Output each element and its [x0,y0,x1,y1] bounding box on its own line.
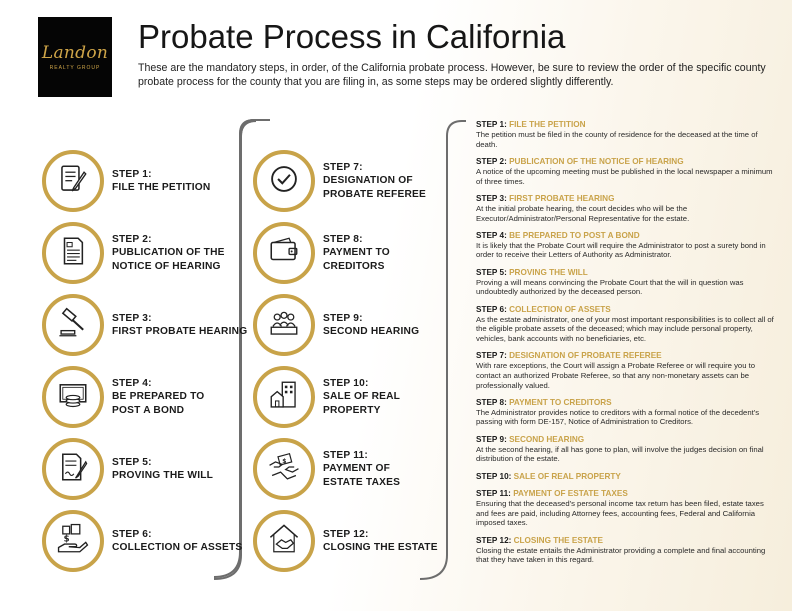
step-detail-number: STEP 8: [476,397,507,407]
step-detail-10 [476,472,776,482]
step-detail-body: At the second hearing, if all has gone to plan, will involve the judges decision on final distribution of the estate. [476,444,764,464]
checkmark-circle-icon [267,162,301,201]
step-label-line2: CLOSING THE ESTATE [323,542,438,553]
step-label [112,168,211,195]
step-label-line3: PROBATE REFEREE [323,188,426,200]
step-detail-name: PROVING THE WILL [509,267,588,277]
step-label-line1: STEP 4: [112,377,152,389]
step-detail-4 [476,231,776,260]
step-detail-body: The petition must be filed in the county of residence for the deceased at the time of death. [476,130,758,149]
money-exchange-icon [267,450,301,489]
step-label [112,528,242,555]
step-label [112,233,225,274]
step-detail-heading [476,157,776,167]
step-detail-5 [476,268,776,297]
step-detail-body: With rare exceptions, the Court will assign a Probate Referee or will require you to contact an authorized Probate Referee, so that any non-monetary assets can be professionally valued. [476,361,756,390]
step-label-line2: COLLECTION OF ASSETS [112,542,243,553]
step-label-line1: STEP 12: [323,528,369,540]
step-detail-name: CLOSING THE ESTATE [513,535,603,545]
step-detail-name: FILE THE PETITION [509,120,586,129]
meeting-icon [267,306,301,345]
step-label [323,233,390,274]
step-detail-heading [476,351,776,361]
step-detail-body: As the estate administrator, one of your most important responsibilities is to collect all of the eligible probate assets of the deceased; which may include personal property, vehicles, bank accounts with no beneficiaries, etc. [476,314,774,343]
step-icon-circle [42,366,104,428]
step-item-11 [253,438,400,500]
step-label-line1: STEP 11: [323,449,369,461]
step-label [112,456,213,483]
step-detail-name: PUBLICATION OF THE NOTICE OF HEARING [509,156,684,166]
step-details-list [476,120,776,573]
step-detail-heading [476,268,776,278]
step-label [112,312,247,339]
step-label [323,161,426,202]
step-icon-circle [253,366,315,428]
step-item-1 [42,150,211,212]
step-item-3 [42,294,247,356]
step-icon-circle [42,294,104,356]
step-detail-number: STEP 11: [476,489,511,499]
svg-text:$: $ [63,534,70,545]
step-label-line1: STEP 2: [112,233,152,245]
step-label-line1: STEP 3: [112,312,152,324]
step-label-line2: PAYMENT OF [323,463,391,475]
step-label-line2: FILE THE PETITION [112,182,211,193]
step-detail-number: STEP 12: [476,535,512,545]
step-label [112,377,204,418]
step-label-line1: STEP 9: [323,312,363,324]
step-detail-number: STEP 4: [476,230,507,240]
step-item-4 [42,366,204,428]
step-detail-name: DESIGNATION OF PROBATE REFEREE [509,351,662,361]
step-label-line1: STEP 1: [112,168,152,180]
step-label-line2: SALE OF REAL [323,391,401,403]
step-label-line2: DESIGNATION OF [323,175,413,187]
step-label-line3: CREDITORS [323,260,385,272]
step-detail-heading [476,472,776,482]
step-detail-1 [476,120,776,149]
intro-text: These are the mandatory steps, in order, of the California probate process. However, be sure to review the order of the specific county probate process for the county that you are filing in, as some steps may be ordered slightly differently. [138,62,766,88]
step-detail-number: STEP 10: [476,471,512,481]
step-detail-3 [476,194,776,223]
step-item-5 [42,438,213,500]
step-label-line2: PROVING THE WILL [112,470,214,481]
step-icon-circle [253,150,315,212]
step-icon-circle [253,222,315,284]
step-item-9 [253,294,419,356]
document-pen-icon [56,162,90,201]
step-detail-number: STEP 5: [476,267,507,277]
step-icon-circle [42,438,104,500]
logo-subtitle: REALTY GROUP [49,65,101,71]
page-title: Probate Process in California [138,18,566,55]
step-label-line1: STEP 8: [323,233,363,245]
step-label-line2: BE PREPARED TO [112,391,205,403]
step-detail-9 [476,435,776,464]
notice-document-icon [56,234,90,273]
step-label-line2: FIRST PROBATE HEARING [112,326,248,337]
step-item-10 [253,366,400,428]
handshake-house-icon [267,522,301,561]
step-label [323,449,400,490]
step-item-7 [253,150,426,212]
step-detail-6 [476,305,776,344]
step-detail-heading [476,536,776,546]
step-detail-7 [476,351,776,390]
step-detail-heading [476,435,776,445]
step-detail-number: STEP 6: [476,304,507,314]
step-icon-circle [253,510,315,572]
step-label [323,312,419,339]
bond-certificate-icon [56,378,90,417]
step-label [323,377,400,418]
step-label-line3: ESTATE TAXES [323,476,401,488]
step-detail-body: It is likely that the Probate Court will require the Administrator to post a surety bond in order to receive their Letters of Authority as Administrator. [476,240,766,260]
step-detail-number: STEP 1: [476,120,507,129]
hand-assets-icon [56,522,90,561]
step-detail-11 [476,489,776,528]
step-detail-body: At the initial probate hearing, the court decides who will be the Executor/Administrator/Personal Representative for the estate. [476,203,690,223]
step-detail-number: STEP 3: [476,193,507,203]
step-detail-body: Closing the estate entails the Administrator providing a complete and final accounting that they have taken in this regard. [476,545,766,565]
step-detail-number: STEP 2: [476,156,507,166]
step-detail-2 [476,157,776,186]
step-detail-heading [476,194,776,204]
will-document-icon [56,450,90,489]
step-detail-name: PAYMENT TO CREDITORS [509,397,612,407]
step-item-8 [253,222,390,284]
step-detail-number: STEP 7: [476,351,507,361]
step-icon-circle [42,222,104,284]
logo-script-text: Landon [41,43,109,63]
step-label-line1: STEP 7: [323,161,363,173]
step-label-line1: STEP 6: [112,528,152,540]
wallet-icon [267,234,301,273]
step-icon-circle [42,510,104,572]
step-detail-heading [476,305,776,315]
step-item-6 [42,510,242,572]
step-icon-circle [253,438,315,500]
step-detail-name: COLLECTION OF ASSETS [509,304,611,314]
step-detail-name: PAYMENT OF ESTATE TAXES [513,489,628,499]
step-detail-body: Ensuring that the deceased's personal income tax return has been filed, estate taxes and fees are paid, including Attorney fees, accounting fees, Federal and California imposed taxes. [476,499,764,528]
step-detail-body: The Administrator provides notice to creditors with a formal notice of the decedent's passing with form DE-157, Notice of Administration to Creditors. [476,407,760,427]
step-item-12 [253,510,438,572]
step-detail-heading [476,231,776,241]
step-icon-circle [253,294,315,356]
step-label-line1: STEP 10: [323,377,369,389]
step-detail-name: FIRST PROBATE HEARING [509,193,615,203]
gavel-icon [56,306,90,345]
step-label-line2: PAYMENT TO [323,247,390,259]
step-detail-heading [476,120,776,130]
buildings-icon [267,378,301,417]
step-detail-name: SALE OF REAL PROPERTY [513,471,621,481]
step-detail-heading [476,398,776,408]
step-detail-name: BE PREPARED TO POST A BOND [509,230,640,240]
step-item-2 [42,222,225,284]
step-label-line2: PUBLICATION OF THE [112,247,225,259]
step-detail-name: SECOND HEARING [509,434,585,444]
step-detail-12 [476,536,776,565]
step-label-line1: STEP 5: [112,456,152,468]
step-detail-8 [476,398,776,427]
step-icon-circle [42,150,104,212]
step-label-line3: PROPERTY [323,404,381,416]
step-detail-number: STEP 9: [476,434,507,444]
step-detail-body: A notice of the upcoming meeting must be published in the local newspaper a minimum of three times. [476,166,773,186]
step-label-line3: NOTICE OF HEARING [112,260,221,272]
svg-text:$: $ [282,457,287,465]
step-label-line3: POST A BOND [112,404,185,416]
step-detail-body: Proving a will means convincing the Probate Court that the will in question was undoubtedly authorized by the deceased person. [476,277,744,297]
step-label [323,528,438,555]
step-detail-heading [476,489,776,499]
step-label-line2: SECOND HEARING [323,326,420,337]
